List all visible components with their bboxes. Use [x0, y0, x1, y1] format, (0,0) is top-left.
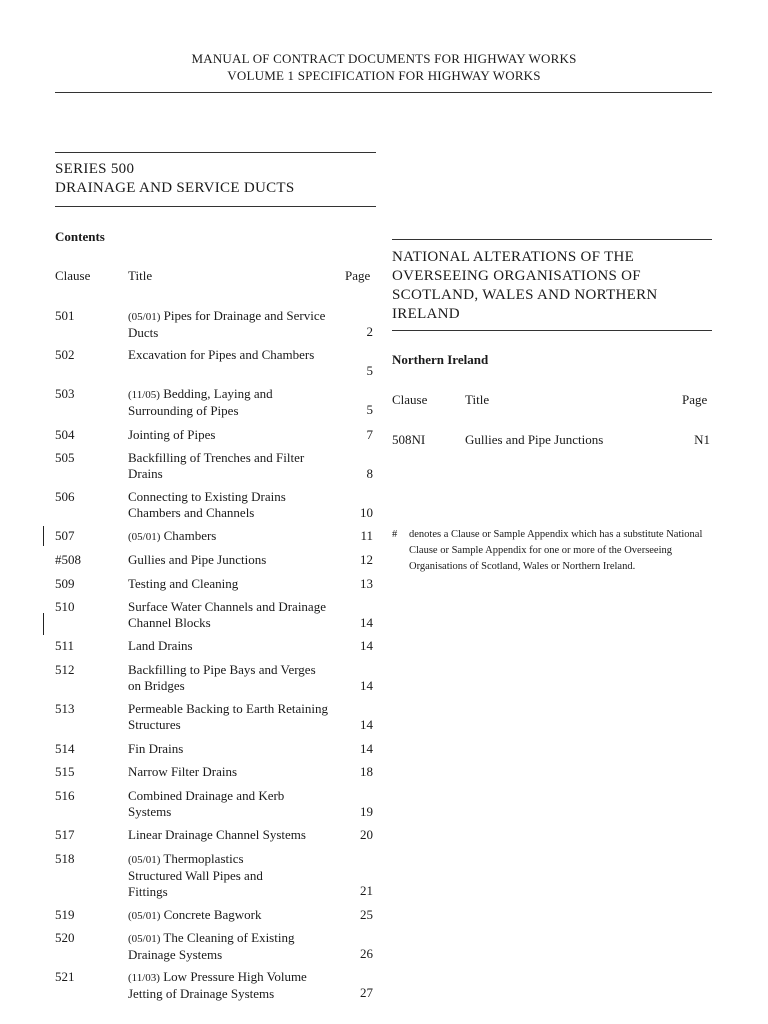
clause-number: 514	[55, 741, 75, 756]
page-number: 2	[366, 324, 373, 339]
contents-row	[55, 638, 375, 654]
clause-title: Connecting to Existing Drains Chambers and Channels	[128, 489, 286, 520]
page-number: 20	[360, 827, 373, 842]
volume-title: VOLUME 1 SPECIFICATION FOR HIGHWAY WORKS	[227, 68, 541, 83]
contents-row	[55, 930, 375, 962]
contents-row	[55, 701, 375, 733]
national-bottom-rule	[392, 330, 712, 331]
revision-bar	[43, 526, 44, 546]
page-number: 7	[366, 427, 373, 442]
national-col-title: Title	[465, 392, 490, 407]
manual-title: MANUAL OF CONTRACT DOCUMENTS FOR HIGHWAY WORKS	[191, 51, 577, 66]
page-number: 21	[360, 883, 373, 898]
contents-row	[55, 851, 375, 899]
clause-title: Testing and Cleaning	[128, 576, 239, 591]
series-heading	[55, 160, 295, 198]
clause-title: Backfilling of Trenches and Filter Drains	[128, 450, 305, 481]
contents-row	[55, 489, 375, 521]
contents-row	[55, 386, 375, 418]
page-number: 5	[366, 402, 373, 417]
clause-title: Excavation for Pipes and Chambers	[128, 347, 315, 362]
page-number: 10	[360, 505, 373, 520]
clause-number: 519	[55, 907, 75, 922]
clause-number: 503	[55, 386, 75, 401]
clause-number: 504	[55, 427, 75, 442]
amendment-date: (05/01)	[128, 854, 161, 866]
contents-row	[55, 662, 375, 694]
clause-number: 506	[55, 489, 75, 504]
page-number: 19	[360, 804, 373, 819]
clause-title: Fin Drains	[128, 741, 184, 756]
contents-row	[55, 576, 375, 592]
northern-ireland-label: Northern Ireland	[392, 352, 489, 367]
clause-title: (05/01) Pipes for Drainage and Service Ducts	[128, 308, 326, 340]
page-number: 18	[360, 764, 373, 779]
page-number: 27	[360, 985, 373, 1000]
clause-title: (11/05) Bedding, Laying and Surrounding of Pipes	[128, 386, 273, 418]
contents-label: Contents	[55, 229, 105, 244]
clause-title: Land Drains	[128, 638, 193, 653]
revision-bar	[43, 613, 44, 635]
clause-title: Gullies and Pipe Junctions	[128, 552, 267, 567]
page-number: 14	[360, 638, 373, 653]
amendment-date: (05/01)	[128, 933, 161, 945]
contents-row	[55, 827, 375, 843]
clause-title: Combined Drainage and Kerb Systems	[128, 788, 285, 819]
page-number: 14	[360, 717, 373, 732]
contents-row	[55, 969, 375, 1001]
page-number: 14	[360, 741, 373, 756]
page-number: 11	[360, 528, 373, 543]
amendment-date: (05/01)	[128, 531, 161, 543]
clause-number: 512	[55, 662, 75, 677]
amendment-date: (11/03)	[128, 972, 160, 984]
clause-number: 507	[55, 528, 75, 543]
clause-title: (05/01) Chambers	[128, 528, 217, 543]
clause-title: Backfilling to Pipe Bays and Verges on Bridges	[128, 662, 316, 693]
clause-number: 502	[55, 347, 75, 362]
national-col-page: Page	[682, 392, 708, 407]
clause-title: Gullies and Pipe Junctions	[465, 432, 604, 447]
national-top-rule	[392, 239, 712, 240]
clause-title: (05/01) Concrete Bagwork	[128, 907, 262, 922]
clause-title: (11/03) Low Pressure High Volume Jetting of Drainage Systems	[128, 969, 307, 1001]
clause-number: 511	[55, 638, 75, 653]
clause-number: 516	[55, 788, 75, 803]
series-top-rule	[55, 152, 376, 153]
series-name: DRAINAGE AND SERVICE DUCTS	[55, 180, 295, 196]
contents-row	[55, 907, 375, 923]
contents-col-clause: Clause	[55, 268, 91, 283]
document-header	[0, 50, 768, 84]
contents-col-page: Page	[345, 268, 371, 283]
clause-number: 521	[55, 969, 75, 984]
clause-number: 520	[55, 930, 75, 945]
clause-number: 505	[55, 450, 75, 465]
contents-row	[55, 741, 375, 757]
page-number: 26	[360, 946, 373, 961]
clause-title: Permeable Backing to Earth Retaining Structures	[128, 701, 328, 732]
clause-title: Surface Water Channels and Drainage Channel Blocks	[128, 599, 326, 630]
clause-number: 517	[55, 827, 75, 842]
page-number: N1	[694, 432, 710, 447]
contents-row	[55, 427, 375, 443]
page-number: 14	[360, 678, 373, 693]
contents-row	[55, 450, 375, 482]
clause-number: #508	[55, 552, 81, 567]
contents-row	[55, 788, 375, 820]
page-number: 13	[360, 576, 373, 591]
page-number: 25	[360, 907, 373, 922]
footnote-text: denotes a Clause or Sample Appendix which has a substitute National Clause or Sample Appendix for one or more of the Overseeing Organisations of Scotland, Wales or Northern Ireland.	[409, 529, 703, 572]
amendment-date: (05/01)	[128, 910, 161, 922]
footnote-mark: #	[392, 529, 398, 540]
page-number: 8	[366, 466, 373, 481]
clause-number: 513	[55, 701, 75, 716]
clause-number: 510	[55, 599, 75, 614]
clause-title: Jointing of Pipes	[128, 427, 216, 442]
series-bottom-rule	[55, 206, 376, 207]
series-number: SERIES 500	[55, 161, 135, 177]
clause-number: 509	[55, 576, 75, 591]
header-rule	[55, 92, 712, 93]
page-number: 14	[360, 615, 373, 630]
contents-row	[55, 528, 375, 544]
contents-row	[55, 308, 375, 340]
contents-row	[55, 764, 375, 780]
clause-title: Narrow Filter Drains	[128, 764, 238, 779]
clause-title: Linear Drainage Channel Systems	[128, 827, 306, 842]
clause-number: 508NI	[392, 432, 426, 447]
national-col-clause: Clause	[392, 392, 428, 407]
contents-row	[55, 552, 375, 568]
page-number: 5	[366, 363, 373, 378]
clause-number: 501	[55, 308, 75, 323]
contents-col-title: Title	[128, 268, 153, 283]
clause-title: (05/01) The Cleaning of Existing Drainage Systems	[128, 930, 295, 962]
contents-row	[55, 599, 375, 631]
page-number: 12	[360, 552, 373, 567]
contents-row	[55, 347, 375, 379]
national-alterations-heading: NATIONAL ALTERATIONS OF THE OVERSEEING ORGANISATIONS OF SCOTLAND, WALES AND NORTHERN IRELAND	[392, 249, 658, 322]
amendment-date: (05/01)	[128, 311, 161, 323]
amendment-date: (11/05)	[128, 389, 160, 401]
clause-number: 518	[55, 851, 75, 866]
clause-number: 515	[55, 764, 75, 779]
clause-title: (05/01) Thermoplastics Structured Wall Pipes and Fittings	[128, 851, 263, 899]
